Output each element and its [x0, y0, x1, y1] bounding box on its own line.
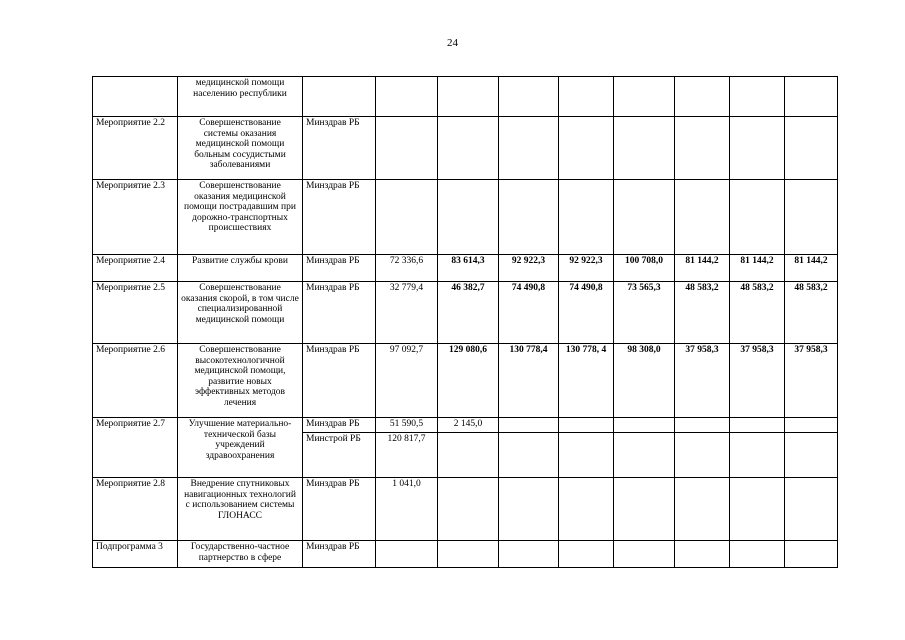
value-cell: 72 336,6 [376, 255, 438, 282]
value-cell [675, 433, 730, 478]
value-cell [785, 77, 838, 117]
row-code: Мероприятие 2.7 [93, 418, 178, 478]
value-cell [438, 478, 499, 541]
value-cell: 130 778,4 [499, 344, 559, 418]
row-code: Мероприятие 2.4 [93, 255, 178, 282]
executor-cell: Минздрав РБ [303, 255, 376, 282]
value-cell: 48 583,2 [730, 282, 785, 344]
value-cell [675, 117, 730, 180]
value-cell [675, 541, 730, 568]
table-row [93, 344, 838, 418]
value-cell [376, 541, 438, 568]
row-name: Совершенствование оказания медицинской помощи пострадавшим при дорожно-транспортных происшествиях [178, 180, 303, 255]
value-cell [675, 418, 730, 433]
value-cell [376, 117, 438, 180]
value-cell [376, 180, 438, 255]
table-row [93, 117, 838, 180]
value-cell [785, 541, 838, 568]
value-cell: 37 958,3 [675, 344, 730, 418]
row-code: Мероприятие 2.8 [93, 478, 178, 541]
value-cell [785, 433, 838, 478]
value-cell [559, 77, 614, 117]
executor-cell: Минздрав РБ [303, 418, 376, 433]
value-cell [614, 117, 675, 180]
value-cell: 83 614,3 [438, 255, 499, 282]
executor-cell: Минздрав РБ [303, 282, 376, 344]
value-cell [730, 418, 785, 433]
value-cell [730, 180, 785, 255]
value-cell [376, 77, 438, 117]
row-code: Подпрограмма 3 [93, 541, 178, 568]
row-name: Внедрение спутниковых навигационных технологий с использованием системы ГЛОНАСС [178, 478, 303, 541]
value-cell: 120 817,7 [376, 433, 438, 478]
value-cell [559, 433, 614, 478]
value-cell [730, 433, 785, 478]
value-cell [614, 418, 675, 433]
value-cell [675, 180, 730, 255]
executor-cell: Минздрав РБ [303, 541, 376, 568]
page-number: 24 [447, 37, 458, 49]
value-cell: 100 708,0 [614, 255, 675, 282]
value-cell: 51 590,5 [376, 418, 438, 433]
value-cell: 37 958,3 [785, 344, 838, 418]
value-cell [730, 77, 785, 117]
value-cell [499, 180, 559, 255]
value-cell: 130 778, 4 [559, 344, 614, 418]
executor-cell: Минздрав РБ [303, 478, 376, 541]
value-cell [438, 433, 499, 478]
row-code: Мероприятие 2.2 [93, 117, 178, 180]
value-cell: 48 583,2 [785, 282, 838, 344]
executor-cell: Минздрав РБ [303, 344, 376, 418]
value-cell: 98 308,0 [614, 344, 675, 418]
value-cell: 73 565,3 [614, 282, 675, 344]
value-cell [559, 541, 614, 568]
value-cell [614, 478, 675, 541]
value-cell: 48 583,2 [675, 282, 730, 344]
value-cell: 92 922,3 [499, 255, 559, 282]
executor-cell: Минздрав РБ [303, 180, 376, 255]
value-cell [785, 418, 838, 433]
row-name: Улучшение материально-технической базы учреждений здравоохранения [178, 418, 303, 478]
value-cell [730, 117, 785, 180]
value-cell: 32 779,4 [376, 282, 438, 344]
value-cell [614, 541, 675, 568]
value-cell [785, 117, 838, 180]
value-cell [499, 418, 559, 433]
executor-cell: Минздрав РБ [303, 117, 376, 180]
row-name: Совершенствование высокотехнологичной медицинской помощи, развитие новых эффективных методов лечения [178, 344, 303, 418]
row-code: Мероприятие 2.3 [93, 180, 178, 255]
value-cell [559, 180, 614, 255]
value-cell: 74 490,8 [559, 282, 614, 344]
value-cell [675, 77, 730, 117]
value-cell: 81 144,2 [785, 255, 838, 282]
value-cell: 74 490,8 [499, 282, 559, 344]
value-cell: 129 080,6 [438, 344, 499, 418]
table-row [93, 77, 838, 117]
value-cell [499, 433, 559, 478]
value-cell [785, 180, 838, 255]
table-row [93, 418, 838, 433]
value-cell: 97 092,7 [376, 344, 438, 418]
value-cell: 2 145,0 [438, 418, 499, 433]
row-name: Совершенствование оказания скорой, в том числе специализированной медицинской помощи [178, 282, 303, 344]
table-row [93, 180, 838, 255]
row-name: Государственно-частное партнерство в сфере [178, 541, 303, 568]
table-row [93, 541, 838, 568]
value-cell: 1 041,0 [376, 478, 438, 541]
value-cell [614, 180, 675, 255]
value-cell: 46 382,7 [438, 282, 499, 344]
value-cell: 92 922,3 [559, 255, 614, 282]
value-cell [559, 418, 614, 433]
value-cell [438, 77, 499, 117]
value-cell [730, 541, 785, 568]
value-cell [438, 180, 499, 255]
value-cell [614, 433, 675, 478]
value-cell [499, 478, 559, 541]
value-cell [559, 478, 614, 541]
table-row [93, 255, 838, 282]
value-cell: 81 144,2 [730, 255, 785, 282]
value-cell [438, 541, 499, 568]
row-code [93, 77, 178, 117]
value-cell [675, 478, 730, 541]
row-name: медицинской помощи населению республики [178, 77, 303, 117]
program-table [92, 76, 838, 568]
value-cell [499, 117, 559, 180]
value-cell [499, 77, 559, 117]
row-name: Развитие службы крови [178, 255, 303, 282]
table-row [93, 478, 838, 541]
value-cell [438, 117, 499, 180]
value-cell: 81 144,2 [675, 255, 730, 282]
row-code: Мероприятие 2.6 [93, 344, 178, 418]
value-cell: 37 958,3 [730, 344, 785, 418]
value-cell [559, 117, 614, 180]
value-cell [614, 77, 675, 117]
value-cell [730, 478, 785, 541]
row-name: Совершенствование системы оказания медицинской помощи больным сосудистыми заболеваниями [178, 117, 303, 180]
value-cell [499, 541, 559, 568]
row-code: Мероприятие 2.5 [93, 282, 178, 344]
executor-cell [303, 77, 376, 117]
executor-cell: Минстрой РБ [303, 433, 376, 478]
value-cell [785, 478, 838, 541]
table-row [93, 282, 838, 344]
